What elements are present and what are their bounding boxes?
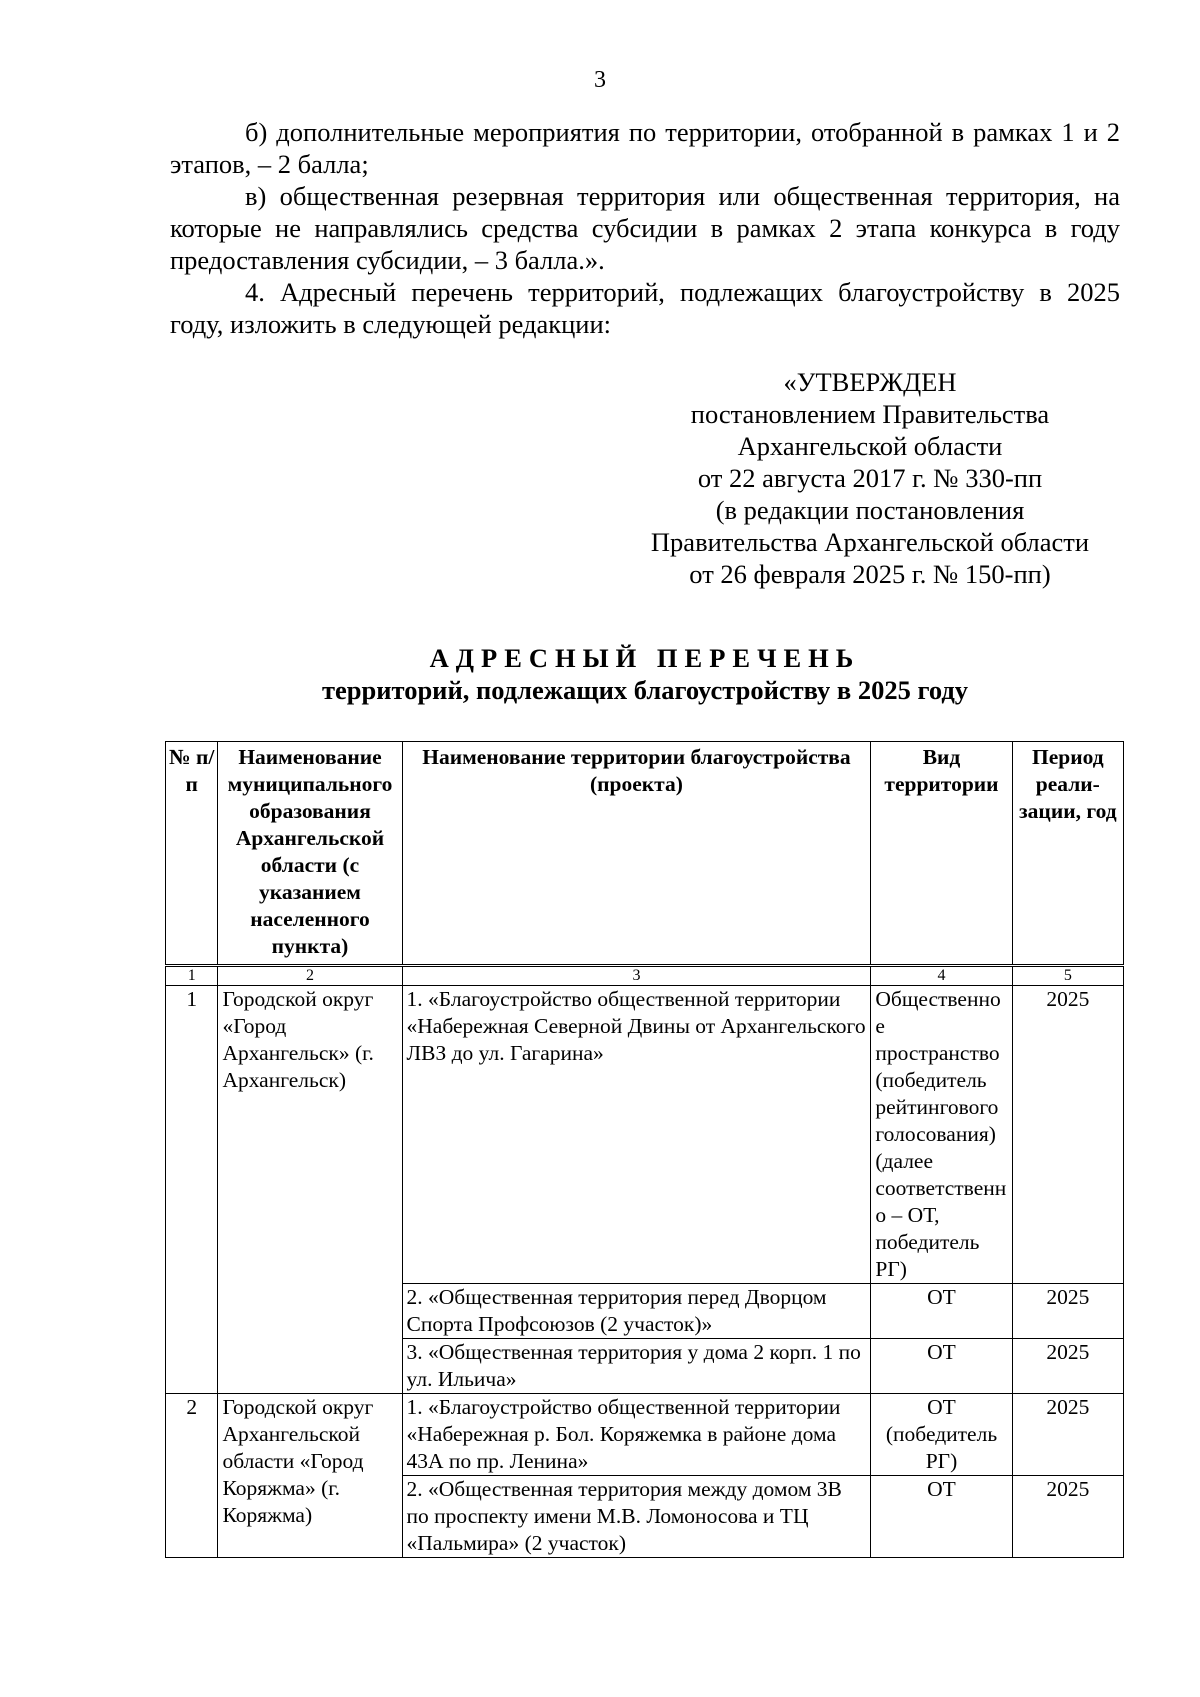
table-row xyxy=(166,1394,1124,1476)
cell-period: 2025 xyxy=(1012,986,1123,1284)
header-municipality: Наименование муниципального образования Архангельской области (с указанием населенного пункта) xyxy=(218,742,402,966)
table-header-row xyxy=(166,742,1124,966)
column-number: 4 xyxy=(871,966,1012,986)
column-numbers-row xyxy=(166,966,1124,986)
cell-municipality: Городской округ Архангельской области «Город Коряжма» (г. Коряжма) xyxy=(218,1394,402,1558)
cell-type: ОТ xyxy=(871,1284,1012,1339)
column-number: 3 xyxy=(402,966,871,986)
approval-line: Архангельской области xyxy=(737,431,1003,461)
cell-period: 2025 xyxy=(1012,1476,1123,1558)
table-row xyxy=(166,986,1124,1284)
address-list-table xyxy=(165,741,1124,1558)
cell-num: 1 xyxy=(166,986,218,1394)
document-subtitle: территорий, подлежащих благоустройству в 2025 году xyxy=(322,675,968,705)
approval-line: Правительства Архангельской области xyxy=(650,527,1090,557)
column-number: 2 xyxy=(218,966,402,986)
column-number: 5 xyxy=(1012,966,1123,986)
approval-line: от 22 августа 2017 г. № 330-пп xyxy=(697,463,1043,493)
page-number: 3 xyxy=(594,67,606,93)
cell-territory: 3. «Общественная территория у дома 2 корп. 1 по ул. Ильича» xyxy=(402,1339,871,1394)
header-period: Период реали-зации, год xyxy=(1012,742,1123,966)
paragraph-b: б) дополнительные мероприятия по территории, отобранной в рамках 1 и 2 этапов, – 2 балла; xyxy=(170,117,1120,179)
cell-period: 2025 xyxy=(1012,1339,1123,1394)
cell-territory: 2. «Общественная территория перед Дворцом Спорта Профсоюзов (2 участок)» xyxy=(402,1284,871,1339)
cell-type: ОТ xyxy=(871,1476,1012,1558)
cell-period: 2025 xyxy=(1012,1394,1123,1476)
approval-line: от 26 февраля 2025 г. № 150-пп) xyxy=(689,559,1051,589)
body-text xyxy=(170,116,1120,340)
cell-type: Общественное пространство (победитель рейтингового голосования) (далее соответственно – ОТ, победитель РГ) xyxy=(871,986,1012,1284)
cell-municipality: Городской округ «Город Архангельск» (г. Архангельск) xyxy=(218,986,402,1394)
cell-territory: 1. «Благоустройство общественной территории «Набережная Северной Двины от Архангельского ЛВЗ до ул. Гагарина» xyxy=(402,986,871,1284)
document-title: АДРЕСНЫЙ ПЕРЕЧЕНЬ xyxy=(429,643,861,673)
approval-line: (в редакции постановления xyxy=(715,495,1025,525)
header-type: Вид территории xyxy=(871,742,1012,966)
paragraph-v: в) общественная резервная территория или общественная территория, на которые не направлялись средства субсидии в рамках 2 этапа конкурса в году предоставления субсидии, – 3 балла.». xyxy=(170,181,1120,275)
cell-type: ОТ (победитель РГ) xyxy=(871,1394,1012,1476)
column-number: 1 xyxy=(166,966,218,986)
paragraph-4: 4. Адресный перечень территорий, подлежащих благоустройству в 2025 году, изложить в следующей редакции: xyxy=(170,277,1120,339)
cell-period: 2025 xyxy=(1012,1284,1123,1339)
approval-line: постановлением Правительства xyxy=(690,399,1050,429)
document-title-block xyxy=(170,642,1120,706)
header-territory: Наименование территории благоустройства (проекта) xyxy=(402,742,871,966)
cell-territory: 1. «Благоустройство общественной территории «Набережная р. Бол. Коряжемка в районе дома 43А по пр. Ленина» xyxy=(402,1394,871,1476)
approval-line: «УТВЕРЖДЕН xyxy=(783,367,957,397)
cell-type: ОТ xyxy=(871,1339,1012,1394)
cell-territory: 2. «Общественная территория между домом 3В по проспекту имени М.В. Ломоносова и ТЦ «Пальмира» (2 участок) xyxy=(402,1476,871,1558)
header-num: № п/п xyxy=(166,742,218,966)
cell-num: 2 xyxy=(166,1394,218,1558)
approval-stamp xyxy=(620,366,1120,590)
